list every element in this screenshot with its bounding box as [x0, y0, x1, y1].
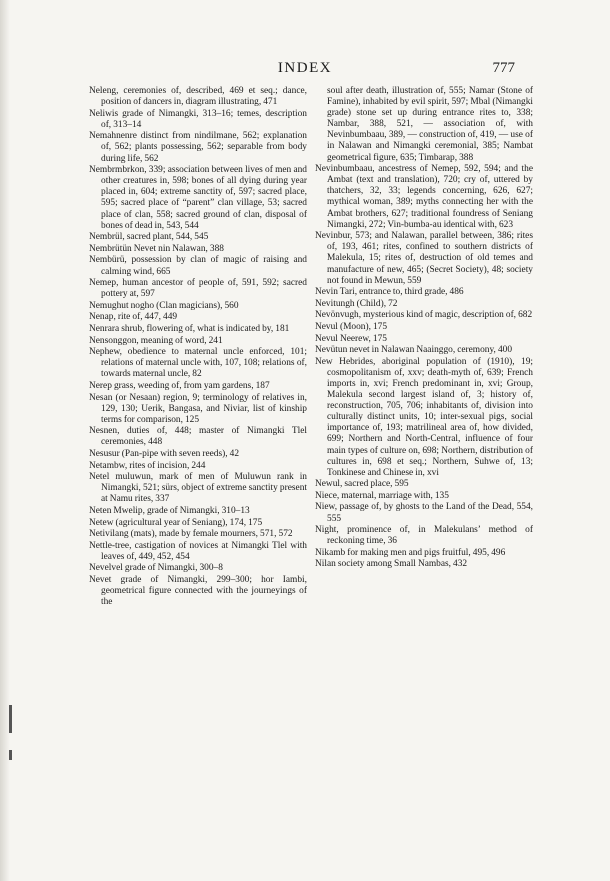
index-entry: Niece, maternal, marriage with, 135 [315, 490, 449, 501]
index-entry: soul after death, illustration of, 555; Namar (Stone of Famine), inhabited by evil spirit, 597; Mbal (Nimangki grade) stone set up during entrance rites to, 338; Nambar, 388, 521, — association of, with Nevinbumbaau, 389, — construction of, 419, — use of in Nalawan and Nimangki ceremonial, 385; Nambat geometrical figure, 635; Timbarap, 388 [327, 86, 533, 163]
index-entry: Nesnen, duties of, 448; master of Nimangki Tlel ceremonies, 448 [89, 426, 307, 448]
index-entry: Neten Mwelip, grade of Nimangki, 310–13 [89, 505, 250, 516]
index-entry: Netivilang (mats), made by female mourners, 571, 572 [89, 529, 293, 540]
index-entry: Nevönvugh, mysterious kind of magic, description of, 682 [315, 310, 533, 321]
running-header [0, 60, 610, 84]
index-entry: Nephew, obedience to maternal uncle enforced, 101; relations of maternal uncle with, 107, 108; relations of, towards maternal uncle, 82 [89, 347, 307, 380]
index-entry: Neliwis grade of Nimangki, 313–16; temes, description of, 313–14 [89, 108, 307, 130]
index-entry: Nevet grade of Nimangki, 299–300; hor Iambi, geometrical figure connected with the journeyings of the [89, 575, 307, 608]
index-entry: Nettle-tree, castigation of novices at Nimangki Tlel with leaves of, 449, 452, 454 [89, 540, 307, 562]
index-entry: Nensonggon, meaning of word, 241 [89, 335, 223, 346]
index-entry: Newul, sacred place, 595 [315, 479, 409, 490]
index-entry: Neleng, ceremonies of, described, 469 et seq.; dance, position of dancers in, diagram illustrating, 471 [89, 86, 307, 108]
right-column [315, 86, 533, 876]
index-entry: Nenrara shrub, flowering of, what is indicated by, 181 [89, 323, 290, 334]
index-entry: Nevin Tari, entrance to, third grade, 486 [315, 287, 464, 298]
page-edge-shadow [0, 0, 10, 881]
index-entry: Niew, passage of, by ghosts to the Land of the Dead, 554, 555 [315, 502, 533, 524]
margin-mark [9, 705, 12, 733]
index-entry: Nerep grass, weeding of, from yam gardens, 187 [89, 380, 270, 391]
index-entry: Nevitungh (Child), 72 [315, 298, 398, 309]
index-entry: Nembürü, possession by clan of magic of raising and calming wind, 665 [89, 255, 307, 277]
left-column [89, 86, 307, 876]
index-entry: Nevinbur, 573; and Nalawan, parallel between, 386; rites of, 193, 461; rites, confined to southern districts of Malekula, 15; rites of, destruction of old temes and manufacture of new, 465; (Secret Society), 48; society not found in Mewun, 559 [315, 231, 533, 286]
running-title: INDEX [277, 60, 333, 76]
index-entry: Netambw, rites of incision, 244 [89, 460, 206, 471]
index-entry: Nevelvel grade of Nimangki, 300–8 [89, 563, 223, 574]
index-entry: Nemep, human ancestor of people of, 591, 592; sacred pottery at, 597 [89, 278, 307, 300]
page-number: 777 [492, 60, 515, 76]
margin-mark [9, 750, 12, 760]
index-entry: Nesusur (Pan-pipe with seven reeds), 42 [89, 449, 240, 459]
index-entry: Nenap, rite of, 447, 449 [89, 312, 178, 323]
index-entry: Nembrütün Nevet nin Nalawan, 388 [89, 243, 224, 254]
index-entry: Netel muluwun, mark of men of Muluwun rank in Nimangki, 521; sürs, object of extreme sanctity present at Namu rites, 337 [89, 472, 307, 505]
index-entry: Nikamb for making men and pigs fruitful, 495, 496 [315, 547, 506, 558]
index-entry: Nevinbumbaau, ancestress of Nemep, 592, 594; and the Ambat (text and translation), 720; cry of, uttered by thatchers, 32, 33; legends concerning, 626, 627; mythical woman, 389; myths connecting her with the Ambat brothers, 627; traditional foundress of Seniang Nimangki, 272; Vin-bumba-au identical with, 623 [315, 164, 533, 230]
index-entry: Nembrül, sacred plant, 544, 545 [89, 232, 209, 243]
index-entry: Nevul (Moon), 175 [315, 321, 388, 332]
index-entry: Nevul Neerew, 175 [315, 333, 387, 344]
index-entry: Nembrmbrkon, 339; association between lives of men and other creatures in, 598; bones of all dying during year placed in, 604; extreme sanctity of, 597; sacred place, 595; sacred place of “parent” clan village, 53; sacred place of clan, 558; sacred ground of clan, disposal of bones of dead in, 543, 544 [89, 165, 307, 231]
index-entry: Nilan society among Small Nambas, 432 [315, 559, 468, 570]
index-columns [89, 86, 534, 876]
index-entry: New Hebrides, aboriginal population of (1910), 19; cosmopolitanism of, xxv; death-myth of, 639; French imports in, xvi; French predominant in, xvi; Group, Malekula second largest island of, 3; history of, reconstruction, 705, 706; inhabitants of, division into culturally distinct units, 10; inter-sexual pigs, social importance of, 193; matrilineal area of, how divided, 699; Northern and North-Central, influence of four main types of culture on, 698; Northern, distribution of cultures in, 698 et seq.; Northern, Suhwe of, 13; Tonkinese and Chinese in, xvi [315, 356, 533, 478]
index-entry: Night, prominence of, in Malekulans’ method of reckoning time, 36 [315, 525, 533, 547]
index-entry: Nemahnenre distinct from nindilmane, 562; explanation of, 562; plants possessing, 562; separable from body during life, 562 [89, 131, 307, 164]
index-entry: Netew (agricultural year of Seniang), 174, 175 [89, 517, 263, 528]
index-entry: Nesan (or Nesaan) region, 9; terminology of relatives in, 129, 130; Uerik, Bangasa, and Niviar, list of kinship terms for comparison, 125 [89, 392, 307, 425]
index-entry: Nemughut nogho (Clan magicians), 560 [89, 300, 239, 311]
index-entry: Nevütun nevet in Nalawan Naainggo, ceremony, 400 [315, 345, 513, 356]
